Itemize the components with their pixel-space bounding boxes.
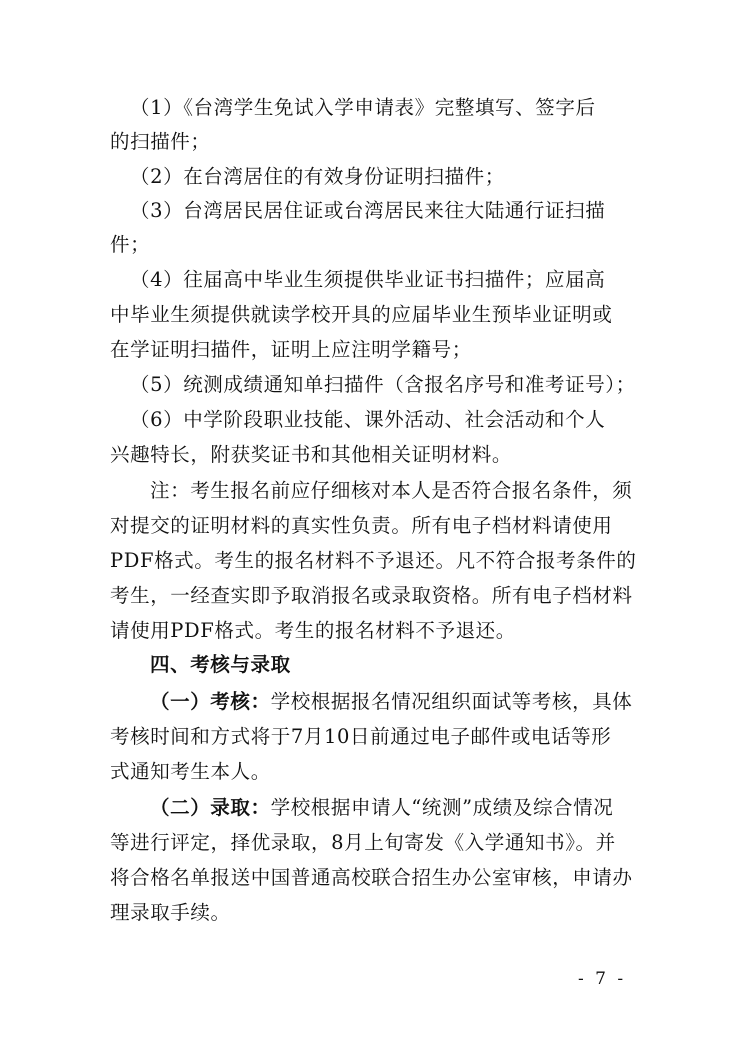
item-6-line-1: （6）中学阶段职业技能、课外活动、社会活动和个人 [130, 408, 606, 431]
assessment-label: （一）考核： [150, 690, 271, 713]
item-5-line-1: （5）统测成绩通知单扫描件（含报名序号和准考证号）； [130, 373, 636, 396]
admission-line-2: 等进行评定，择优录取，8月上旬寄发《入学通知书》。并 [110, 831, 616, 854]
item-1-line-1: （1）《台湾学生免试入学申请表》完整填写、签字后 [130, 96, 596, 119]
assessment-line-3: 式通知考生本人。 [110, 760, 271, 783]
item-3-line-2: 件； [110, 233, 151, 256]
note-line-4: 考生，一经查实即予取消报名或录取资格。所有电子档材料 [110, 584, 633, 607]
assessment-line-2: 考核时间和方式将于7月10日前通过电子邮件或电话等形 [110, 725, 612, 748]
item-4-line-1: （4）往届高中毕业生须提供毕业证书扫描件；应届高 [130, 268, 606, 291]
note-line-5: 请使用PDF格式。考生的报名材料不予退还。 [110, 619, 516, 642]
assessment-text-1: 学校根据报名情况组织面试等考核，具体 [270, 690, 633, 713]
item-4-line-3: 在学证明扫描件，证明上应注明学籍号； [110, 338, 472, 361]
note-line-3: PDF格式。考生的报名材料不予退还。凡不符合报考条件的 [110, 549, 637, 572]
admission-label: （二）录取： [150, 796, 271, 819]
page-number: - 7 - [578, 969, 627, 989]
admission-text-1: 学校根据申请人“统测”成绩及综合情况 [270, 796, 614, 819]
admission-line-3: 将合格名单报送中国普通高校联合招生办公室审核，申请办 [110, 866, 633, 889]
admission-line-1 [150, 796, 613, 820]
admission-line-4: 理录取手续。 [110, 901, 231, 924]
note-line-1: 注：考生报名前应仔细核对本人是否符合报名条件，须 [150, 479, 633, 502]
item-2-line-1: （2）在台湾居住的有效身份证明扫描件； [130, 165, 505, 188]
assessment-line-1 [150, 690, 632, 714]
item-1-line-2: 的扫描件； [110, 130, 211, 153]
item-3-line-1: （3）台湾居民居住证或台湾居民来往大陆通行证扫描 [130, 199, 606, 222]
item-4-line-2: 中毕业生须提供就读学校开具的应届毕业生预毕业证明或 [110, 303, 613, 326]
item-6-line-2: 兴趣特长，附获奖证书和其他相关证明材料。 [110, 443, 513, 466]
section-four-heading: 四、考核与录取 [150, 653, 291, 676]
note-line-2: 对提交的证明材料的真实性负责。所有电子档材料请使用 [110, 514, 613, 537]
